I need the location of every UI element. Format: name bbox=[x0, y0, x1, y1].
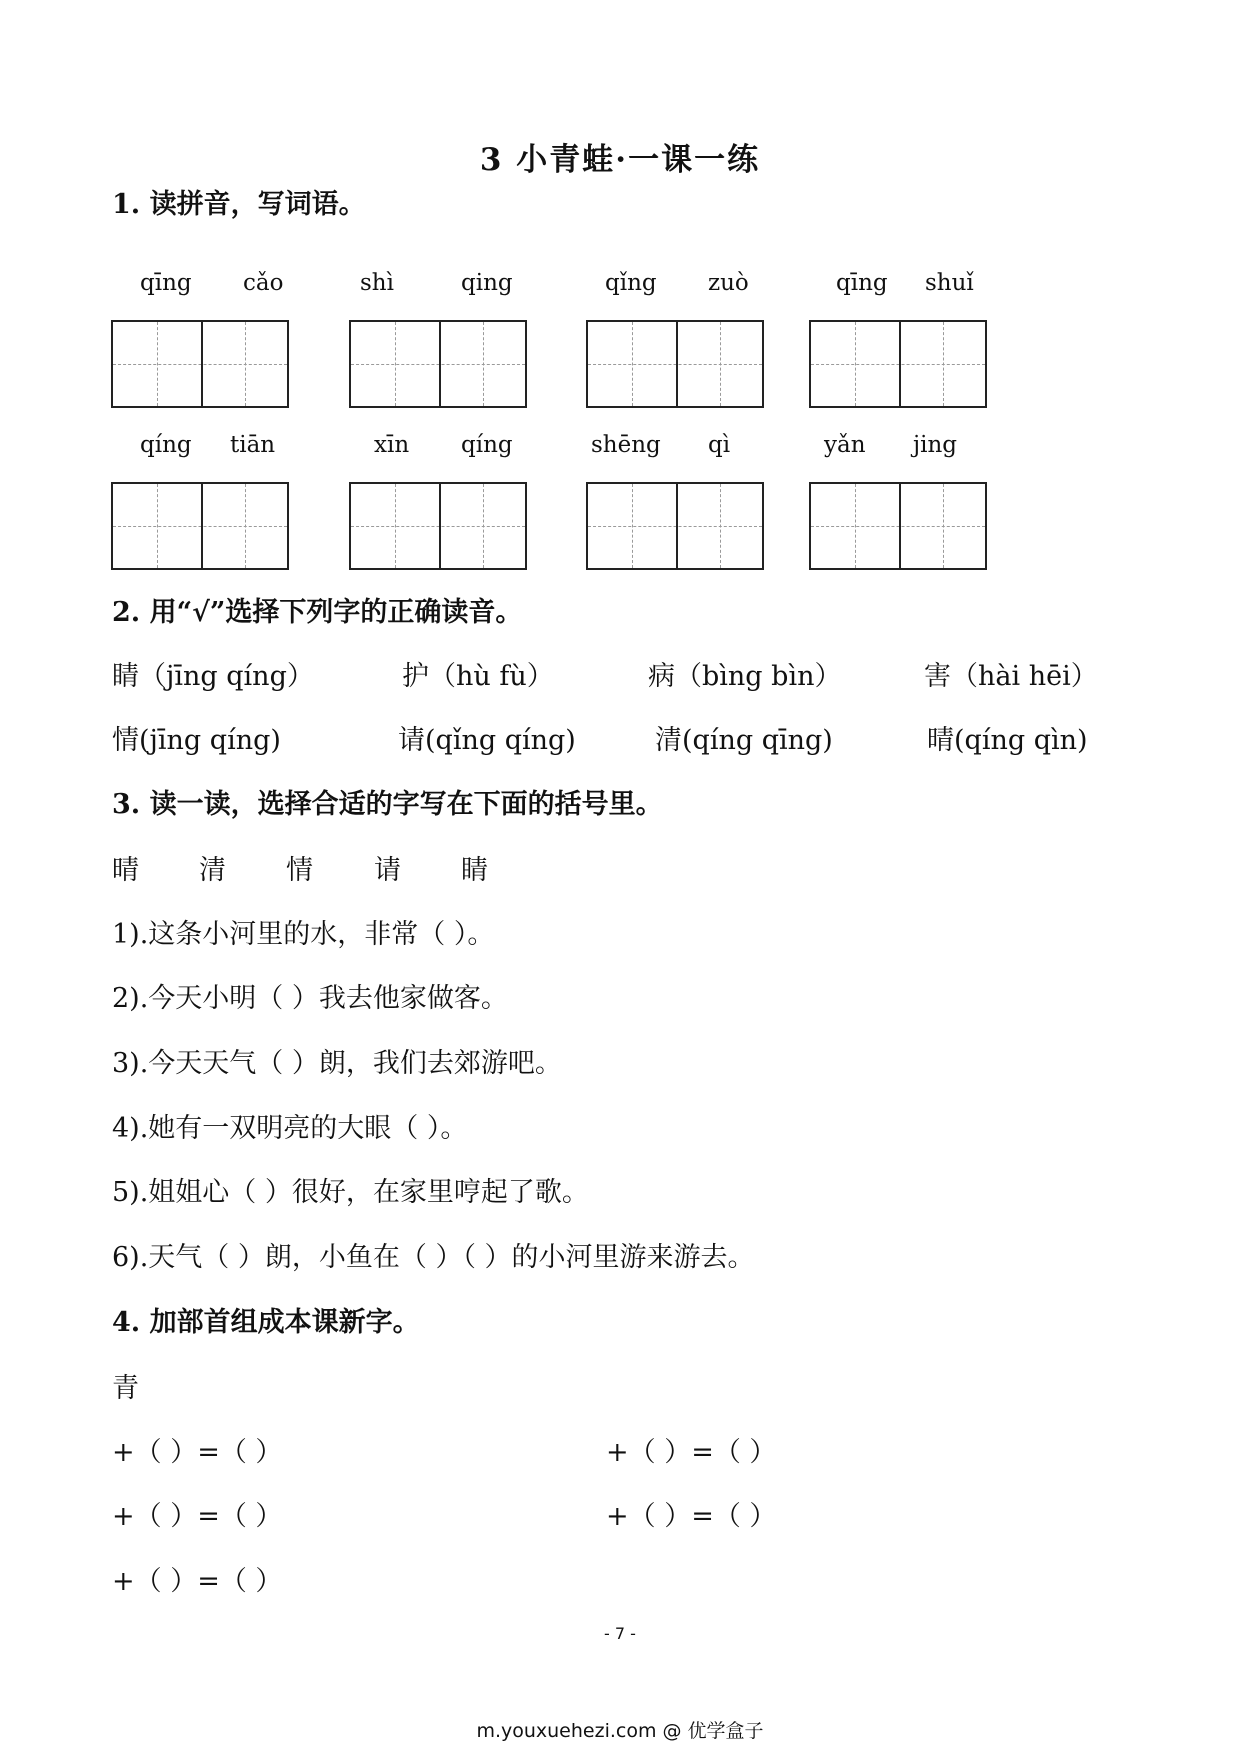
pronunciation-choice[interactable]: 睛（jīng qíng） bbox=[112, 661, 314, 692]
pronunciation-choice[interactable]: 请(qǐng qíng) bbox=[398, 725, 576, 756]
fill-sentence[interactable]: 3).今天天气（ ）朗，我们去郊游吧。 bbox=[112, 1048, 562, 1079]
page-number: - 7 - bbox=[604, 1624, 636, 1643]
writing-grid[interactable] bbox=[809, 320, 987, 408]
pinyin: qīng bbox=[140, 270, 192, 296]
fill-sentence[interactable]: 4).她有一双明亮的大眼（ ）。 bbox=[112, 1113, 468, 1144]
writing-grid[interactable] bbox=[809, 482, 987, 570]
writing-grid[interactable] bbox=[349, 482, 527, 570]
pinyin: shēng bbox=[591, 432, 661, 458]
question-1-heading: 1. 读拼音，写词语。 bbox=[112, 189, 366, 220]
base-character: 青 bbox=[112, 1373, 139, 1404]
writing-grid[interactable] bbox=[111, 320, 289, 408]
pinyin: jing bbox=[913, 432, 958, 458]
radical-formula[interactable]: +（ ）=（ ） bbox=[606, 1501, 777, 1532]
option-char: 情 bbox=[286, 855, 313, 886]
option-char: 晴 bbox=[112, 855, 139, 886]
pinyin: qīng bbox=[836, 270, 888, 296]
site-watermark: m.youxuehezi.com @ 优学盒子 bbox=[476, 1720, 764, 1742]
radical-formula[interactable]: +（ ）=（ ） bbox=[112, 1501, 283, 1532]
pinyin: shuǐ bbox=[925, 270, 974, 296]
pronunciation-choice[interactable]: 晴(qíng qìn) bbox=[927, 725, 1088, 756]
option-char: 请 bbox=[374, 855, 401, 886]
pinyin: zuò bbox=[708, 270, 749, 296]
pinyin: tiān bbox=[230, 432, 276, 458]
radical-formula[interactable]: +（ ）=（ ） bbox=[112, 1437, 283, 1468]
question-3-heading: 3. 读一读，选择合适的字写在下面的括号里。 bbox=[112, 789, 663, 820]
pinyin: shì bbox=[360, 270, 394, 296]
writing-grid[interactable] bbox=[349, 320, 527, 408]
pronunciation-choice[interactable]: 清(qíng qīng) bbox=[655, 725, 833, 756]
pronunciation-choice[interactable]: 护（hù fù） bbox=[402, 661, 554, 692]
fill-sentence[interactable]: 6).天气（ ）朗，小鱼在（ ）（ ）的小河里游来游去。 bbox=[112, 1242, 755, 1273]
fill-sentence[interactable]: 2).今天小明（ ）我去他家做客。 bbox=[112, 983, 508, 1014]
pronunciation-choice[interactable]: 害（hài hēi） bbox=[924, 661, 1098, 692]
pinyin: qíng bbox=[461, 432, 513, 458]
pinyin: qǐng bbox=[605, 270, 657, 296]
option-char: 清 bbox=[199, 855, 226, 886]
radical-formula[interactable]: +（ ）=（ ） bbox=[112, 1566, 283, 1597]
question-4-heading: 4. 加部首组成本课新字。 bbox=[112, 1307, 420, 1338]
pinyin: qíng bbox=[140, 432, 192, 458]
pinyin: cǎo bbox=[243, 270, 284, 296]
fill-sentence[interactable]: 5).姐姐心（ ）很好，在家里哼起了歌。 bbox=[112, 1177, 589, 1208]
option-char: 睛 bbox=[461, 855, 488, 886]
pinyin: qì bbox=[708, 432, 731, 458]
pronunciation-choice[interactable]: 病（bìng bìn） bbox=[648, 661, 842, 692]
writing-grid[interactable] bbox=[111, 482, 289, 570]
writing-grid[interactable] bbox=[586, 320, 764, 408]
question-2-heading: 2. 用“√”选择下列字的正确读音。 bbox=[112, 597, 523, 628]
radical-formula[interactable]: +（ ）=（ ） bbox=[606, 1437, 777, 1468]
pronunciation-choice[interactable]: 情(jīng qíng) bbox=[112, 725, 281, 756]
pinyin: xīn bbox=[374, 432, 410, 458]
fill-sentence[interactable]: 1).这条小河里的水，非常（ ）。 bbox=[112, 919, 495, 950]
pinyin: yǎn bbox=[824, 432, 866, 458]
pinyin: qing bbox=[461, 270, 513, 296]
writing-grid[interactable] bbox=[586, 482, 764, 570]
page-title: 3 小青蛙·一课一练 bbox=[479, 142, 761, 178]
